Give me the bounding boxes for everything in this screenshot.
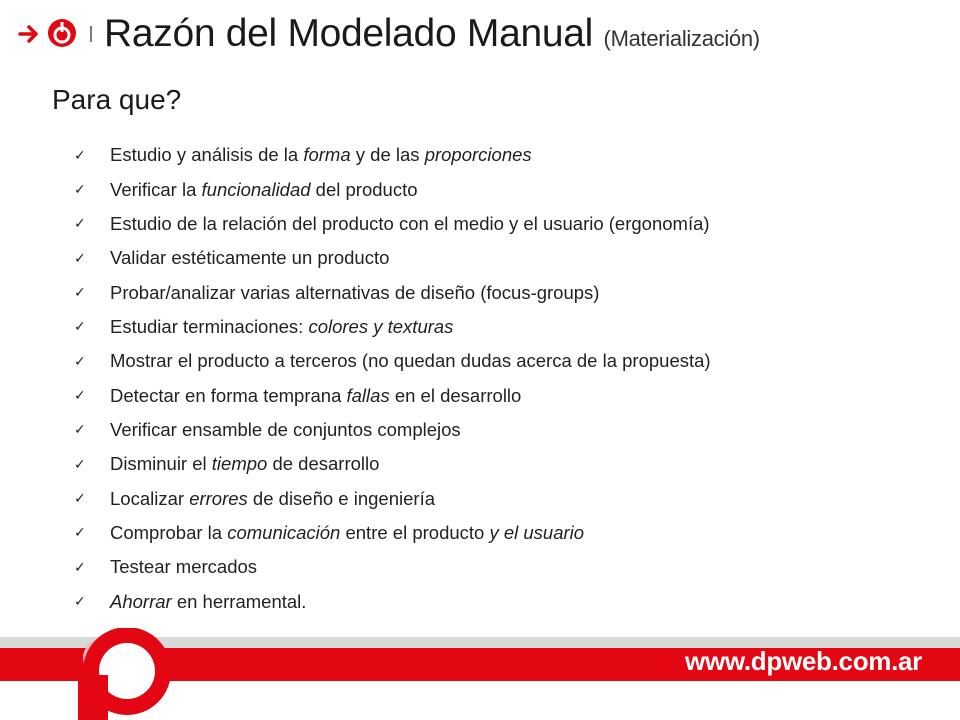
check-icon: ✓ bbox=[74, 181, 86, 198]
emphasis-text: forma bbox=[303, 144, 351, 166]
list-item bbox=[74, 138, 711, 172]
check-icon: ✓ bbox=[74, 146, 86, 163]
list-item-text bbox=[110, 591, 306, 613]
emphasis-text: comunicación bbox=[227, 521, 341, 543]
list-item bbox=[74, 344, 711, 378]
list-item bbox=[74, 172, 711, 206]
title-main: Razón del Modelado Manual bbox=[104, 12, 593, 55]
list-item bbox=[74, 207, 711, 241]
text-segment: Estudio y análisis de la bbox=[110, 144, 304, 166]
text-segment: Verificar la bbox=[110, 178, 202, 200]
emphasis-text: proporciones bbox=[424, 144, 532, 166]
check-icon: ✓ bbox=[74, 318, 86, 335]
text-segment: Localizar bbox=[110, 487, 190, 509]
check-icon: ✓ bbox=[74, 352, 86, 369]
text-segment: Testear mercados bbox=[110, 556, 258, 578]
list-item bbox=[74, 378, 711, 412]
emphasis-text: errores bbox=[189, 487, 248, 509]
list-item-text bbox=[110, 144, 532, 166]
list-item-text bbox=[110, 453, 379, 475]
list-item-text bbox=[110, 179, 418, 201]
list-item bbox=[74, 481, 711, 515]
check-icon: ✓ bbox=[74, 558, 86, 575]
text-segment: Probar/analizar varias alternativas de diseño (focus-groups) bbox=[110, 281, 600, 303]
check-icon: ✓ bbox=[74, 455, 86, 472]
header-divider bbox=[90, 26, 92, 42]
check-icon: ✓ bbox=[74, 524, 86, 541]
list-item-text bbox=[110, 316, 453, 338]
text-segment: y de las bbox=[350, 144, 425, 166]
decorative-blob-icon bbox=[78, 628, 171, 720]
brand-logo-icon bbox=[16, 14, 106, 54]
list-item-text bbox=[110, 247, 389, 269]
emphasis-text: funcionalidad bbox=[201, 178, 311, 200]
text-segment: Mostrar el producto a terceros (no quedan dudas acerca de la propuesta) bbox=[110, 350, 711, 372]
check-icon: ✓ bbox=[74, 215, 86, 232]
list-item-text bbox=[110, 419, 461, 441]
emphasis-text: fallas bbox=[346, 384, 390, 406]
list-item-text bbox=[110, 488, 435, 510]
check-icon: ✓ bbox=[74, 490, 86, 507]
list-item-text bbox=[110, 350, 711, 372]
check-icon: ✓ bbox=[74, 249, 86, 266]
list-item-text bbox=[110, 522, 584, 544]
list-item bbox=[74, 447, 711, 481]
text-segment: de diseño e ingeniería bbox=[247, 487, 435, 509]
page-title bbox=[104, 12, 760, 56]
title-suffix: (Materialización) bbox=[603, 26, 760, 51]
list-item bbox=[74, 413, 711, 447]
website-url: www.dpweb.com.ar bbox=[685, 646, 922, 676]
text-segment: de desarrollo bbox=[267, 453, 380, 475]
section-subtitle: Para que? bbox=[52, 84, 182, 115]
list-item bbox=[74, 241, 711, 275]
text-segment: Estudiar terminaciones: bbox=[110, 315, 309, 337]
emphasis-text: tiempo bbox=[211, 453, 268, 475]
list-item-text bbox=[110, 556, 257, 578]
list-item bbox=[74, 310, 711, 344]
emphasis-text: y el usuario bbox=[489, 521, 585, 543]
check-icon: ✓ bbox=[74, 387, 86, 404]
list-item bbox=[74, 584, 711, 618]
text-segment: en herramental. bbox=[171, 590, 307, 612]
list-item bbox=[74, 516, 711, 550]
list-item bbox=[74, 275, 711, 309]
check-icon: ✓ bbox=[74, 421, 86, 438]
text-segment: Comprobar la bbox=[110, 521, 228, 543]
list-item-text bbox=[110, 385, 521, 407]
emphasis-text: colores y texturas bbox=[308, 315, 454, 337]
bullet-list bbox=[74, 138, 711, 619]
check-icon: ✓ bbox=[74, 593, 86, 610]
list-item-text bbox=[110, 282, 599, 304]
check-icon: ✓ bbox=[74, 284, 86, 301]
power-circle-icon bbox=[48, 19, 76, 47]
text-segment: Estudio de la relación del producto con el medio y el usuario (ergonomía) bbox=[110, 212, 710, 234]
text-segment: en el desarrollo bbox=[389, 384, 522, 406]
text-segment: Detectar en forma temprana bbox=[110, 384, 347, 406]
arrow-icon bbox=[20, 27, 36, 41]
text-segment: entre el producto bbox=[340, 521, 490, 543]
text-segment: del producto bbox=[310, 178, 418, 200]
list-item bbox=[74, 550, 711, 584]
text-segment: Validar estéticamente un producto bbox=[110, 247, 390, 269]
list-item-text bbox=[110, 213, 710, 235]
text-segment: Disminuir el bbox=[110, 453, 212, 475]
text-segment: Verificar ensamble de conjuntos complejos bbox=[110, 418, 461, 440]
emphasis-text: Ahorrar bbox=[110, 590, 172, 612]
